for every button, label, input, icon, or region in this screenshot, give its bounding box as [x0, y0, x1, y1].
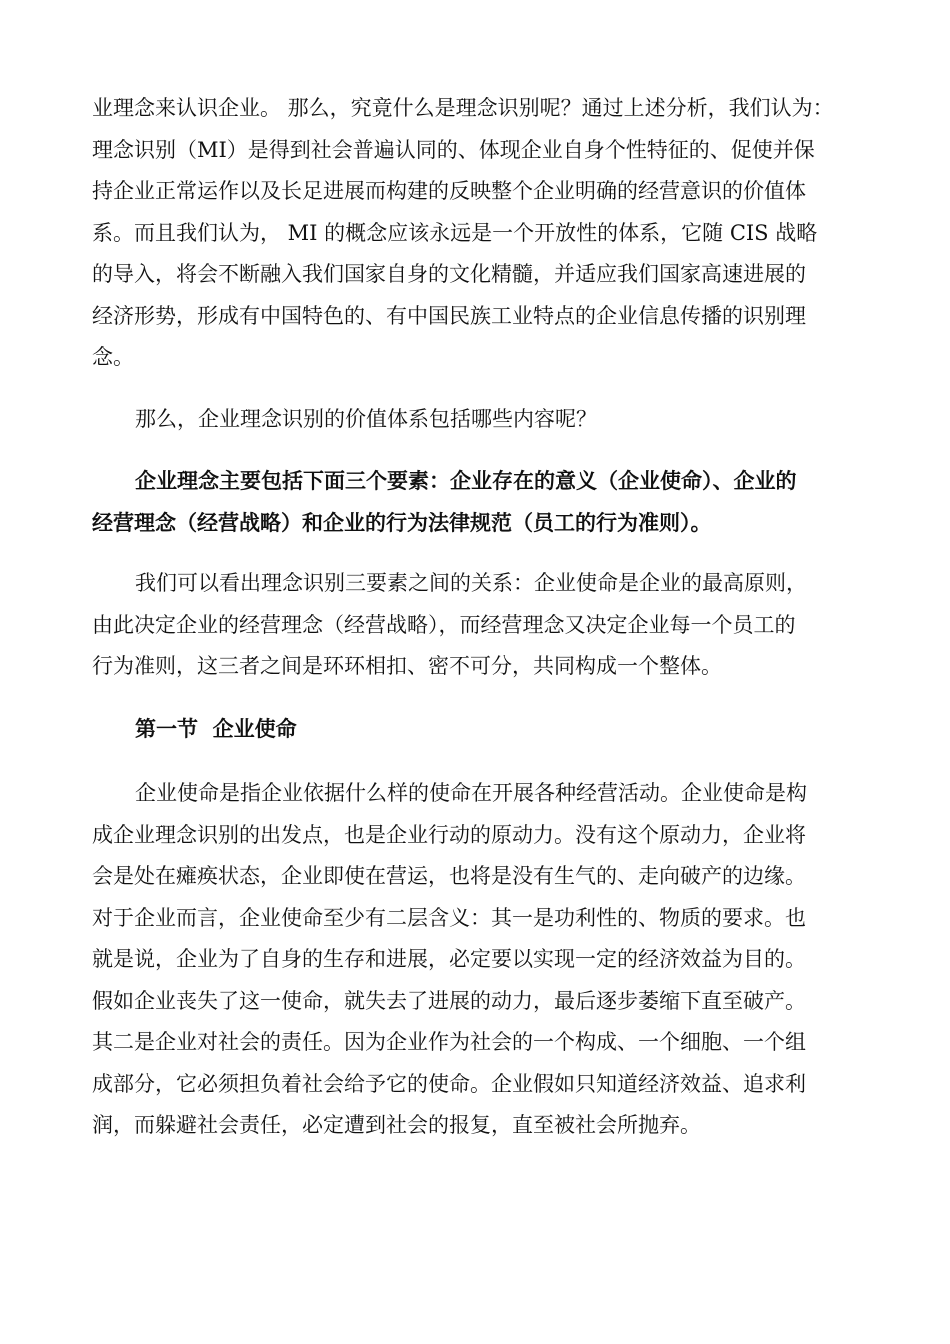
paragraph-three-elements [92, 460, 860, 543]
text-line: 念。 [92, 345, 134, 369]
text-line: 成企业理念识别的出发点，也是企业行动的原动力。没有这个原动力，企业将 [92, 822, 806, 847]
paragraph-mi-definition [92, 88, 860, 379]
paragraph-question [92, 399, 860, 441]
text-line: 假如企业丧失了这一使命，就失去了进展的动力，最后逐步萎缩下直至破产。 [92, 988, 806, 1013]
paragraph-relationship [92, 563, 860, 688]
text-line: 我们可以看出理念识别三要素之间的关系：企业使命是企业的最高原则， [135, 571, 807, 595]
text-line: 对于企业而言，企业使命至少有二层含义：其一是功利性的、物质的要求。也 [92, 905, 806, 930]
text-line: 由此决定企业的经营理念（经营战略），而经营理念又决定企业每一个员工的 [92, 612, 796, 637]
section-title: 第一节 企业使命 [135, 715, 297, 741]
text-line: 理念识别（MI）是得到社会普遍认同的、体现企业自身个性特征的、促使并保 [92, 137, 815, 162]
text-line: 的导入，将会不断融入我们国家自身的文化精髓，并适应我们国家高速进展的 [92, 262, 806, 286]
text-line: 行为准则，这三者之间是环环相扣、密不可分，共同构成一个整体。 [92, 654, 722, 678]
text-line: 系。而且我们认为， MI 的概念应该永远是一个开放性的体系，它随 CIS 战略 [92, 220, 818, 245]
text-line: 经济形势，形成有中国特色的、有中国民族工业特点的企业信息传播的识别理 [92, 303, 806, 328]
text-line: 那么，企业理念识别的价值体系包括哪些内容呢？ [135, 406, 597, 431]
text-line: 润，而躲避社会责任，必定遭到社会的报复，直至被社会所抛弃。 [92, 1113, 701, 1137]
text-line: 会是处在瘫痪状态，企业即使在营运，也将是没有生气的、走向破产的边缘。 [92, 864, 806, 888]
section-heading [92, 708, 860, 750]
document-page [92, 88, 860, 1147]
text-line: 企业使命是指企业依据什么样的使命在开展各种经营活动。企业使命是构 [135, 781, 807, 805]
text-line: 成部分，它必须担负着社会给予它的使命。企业假如只知道经济效益、追求利 [92, 1071, 806, 1096]
text-line: 持企业正常运作以及长足进展而构建的反映整个企业明确的经营意识的价值体 [92, 179, 806, 203]
text-line: 就是说，企业为了自身的生存和进展，必定要以实现一定的经济效益为目的。 [92, 947, 806, 971]
text-line: 经营理念（经营战略）和企业的行为法律规范（员工的行为准则）。 [92, 509, 712, 535]
text-line: 业理念来认识企业。 那么，究竟什么是理念识别呢？通过上述分析，我们认为： [92, 96, 834, 120]
paragraph-mission [92, 773, 860, 1147]
text-line: 企业理念主要包括下面三个要素：企业存在的意义（企业使命）、企业的 [135, 468, 797, 493]
text-line: 其二是企业对社会的责任。因为企业作为社会的一个构成、一个细胞、一个组 [92, 1030, 806, 1054]
